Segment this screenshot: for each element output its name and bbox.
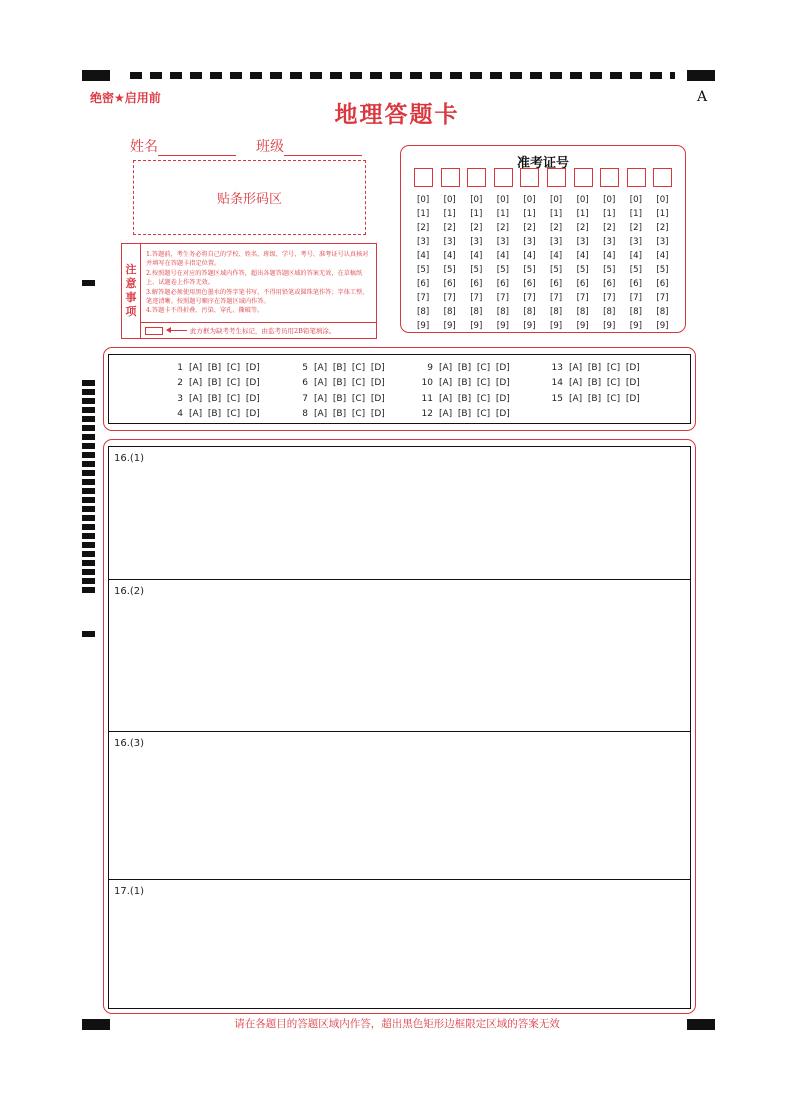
answer-areas — [108, 446, 691, 1009]
question-number: 9 — [427, 363, 433, 373]
choice-question[interactable] — [549, 392, 640, 407]
answer-area[interactable] — [109, 732, 690, 880]
digit-bubble[interactable]: [3] — [656, 237, 669, 247]
side-mark — [82, 515, 95, 521]
missing-exam-note: 此方框为缺考考生标记，由监考员用2B铅笔填涂。 — [190, 327, 336, 335]
notice-box — [121, 243, 377, 339]
top-timing-track — [130, 72, 675, 79]
side-mark — [82, 551, 95, 557]
exam-number-cell[interactable] — [467, 168, 486, 187]
exam-number-box — [400, 145, 686, 333]
missing-exam-checkbox[interactable] — [145, 327, 163, 335]
digit-bubble[interactable]: [7] — [549, 293, 563, 303]
digit-bubble[interactable]: [5] — [496, 265, 509, 275]
choice-options[interactable]: [A] [B] [C] [D] — [439, 393, 510, 404]
name-field[interactable] — [158, 142, 236, 156]
corner-mark-top-left — [82, 70, 110, 81]
digit-column — [520, 193, 547, 333]
digit-bubble[interactable]: [8] — [417, 307, 430, 317]
choice-column — [294, 361, 385, 422]
digit-bubble[interactable]: [8] — [443, 307, 456, 317]
choice-options[interactable]: [A] [B] [C] [D] — [439, 363, 510, 373]
barcode-label: 贴条形码区 — [216, 192, 282, 207]
choice-column — [169, 361, 260, 422]
digit-bubble[interactable]: [4] — [496, 251, 509, 261]
choice-options[interactable]: [A] [B] [C] [D] — [189, 363, 260, 373]
digit-bubble[interactable]: [3] — [523, 237, 536, 247]
digit-bubble[interactable]: [8] — [603, 307, 616, 317]
digit-bubble[interactable]: [8] — [470, 307, 483, 317]
exam-number-cell[interactable] — [494, 168, 513, 187]
digit-bubble[interactable]: [0] — [656, 195, 669, 205]
digit-bubble[interactable]: [8] — [656, 307, 669, 317]
question-number: 15 — [551, 393, 563, 404]
digit-bubble[interactable]: [2] — [549, 223, 563, 233]
question-number: 4 — [177, 408, 183, 419]
digit-bubble[interactable]: [3] — [470, 237, 483, 247]
digit-bubble[interactable]: [1] — [629, 209, 642, 219]
answer-area[interactable] — [109, 447, 690, 580]
digit-bubble[interactable]: [7] — [523, 293, 536, 303]
digit-bubble[interactable]: [9] — [549, 321, 563, 331]
digit-bubble[interactable]: [5] — [576, 265, 589, 275]
choice-question[interactable] — [169, 392, 260, 407]
digit-bubble[interactable]: [2] — [629, 223, 642, 233]
digit-bubble[interactable]: [8] — [549, 307, 563, 317]
answer-label: 17.(1) — [114, 886, 145, 897]
digit-bubble[interactable]: [5] — [656, 265, 669, 275]
notice-heading: 注 意 事 项 — [122, 244, 141, 338]
side-mark — [82, 506, 95, 512]
choice-options[interactable]: [A] [B] [C] [D] — [439, 408, 510, 419]
choice-question[interactable] — [294, 407, 385, 422]
digit-bubble[interactable]: [5] — [603, 265, 616, 275]
choice-question[interactable] — [294, 392, 385, 407]
notice-item: 2.按照题号在对应的答题区域内作答，超出各题答题区域的答案无效，在草稿纸上、试题卷上作答无效。 — [146, 269, 363, 287]
digit-bubble[interactable]: [4] — [576, 251, 589, 261]
digit-bubble[interactable]: [2] — [417, 223, 430, 233]
digit-bubble[interactable]: [7] — [443, 293, 456, 303]
digit-bubble[interactable]: [7] — [656, 293, 669, 303]
question-number: 7 — [302, 393, 308, 404]
digit-bubble[interactable]: [0] — [523, 195, 536, 205]
side-mark — [82, 452, 95, 458]
choice-options[interactable]: [A] [B] [C] [D] — [314, 378, 385, 389]
notice-item: 1.答题前，考生务必将自己的学校、姓名、班级、学号、考号、准考证号认真核对并填写在答题卡指定位置。 — [146, 251, 369, 268]
exam-number-cell[interactable] — [600, 168, 619, 187]
digit-bubble[interactable]: [1] — [523, 209, 536, 219]
digit-bubble[interactable]: [9] — [603, 321, 616, 331]
digit-bubble[interactable]: [5] — [417, 265, 430, 275]
digit-bubble[interactable]: [7] — [576, 293, 589, 303]
digit-bubble[interactable]: [2] — [523, 223, 536, 233]
digit-bubble[interactable]: [5] — [470, 265, 483, 275]
question-number: 13 — [551, 363, 563, 373]
choice-question[interactable] — [169, 361, 260, 376]
digit-bubble[interactable]: [1] — [656, 209, 669, 219]
class-field[interactable] — [284, 142, 362, 156]
digit-bubble[interactable]: [0] — [603, 195, 616, 205]
digit-bubble[interactable]: [8] — [496, 307, 509, 317]
barcode-area — [133, 160, 366, 235]
side-mark — [82, 587, 95, 593]
exam-number-cell[interactable] — [627, 168, 646, 187]
digit-bubble[interactable]: [2] — [470, 223, 483, 233]
digit-bubble[interactable]: [2] — [576, 223, 589, 233]
choice-question[interactable] — [169, 407, 260, 422]
digit-bubble[interactable]: [9] — [470, 321, 483, 331]
digit-bubble[interactable]: [9] — [576, 321, 589, 331]
secret-label: 绝密★启用前 — [90, 91, 161, 105]
exam-number-cell[interactable] — [547, 168, 566, 187]
digit-bubble[interactable]: [3] — [443, 237, 456, 247]
choice-column — [549, 361, 640, 407]
digit-bubble[interactable]: [7] — [417, 293, 430, 303]
side-mark — [82, 533, 95, 539]
side-mark — [82, 425, 95, 431]
side-mark — [82, 407, 95, 413]
side-mark — [82, 479, 95, 485]
digit-bubble[interactable]: [0] — [496, 195, 509, 205]
digit-bubble[interactable]: [0] — [470, 195, 483, 205]
side-mark — [82, 497, 95, 503]
digit-bubble[interactable]: [1] — [496, 209, 509, 219]
digit-bubble[interactable]: [1] — [549, 209, 563, 219]
corner-mark-top-right — [687, 70, 715, 81]
side-mark — [82, 461, 95, 467]
choice-column — [419, 361, 510, 422]
exam-number-bubbles — [414, 193, 680, 333]
exam-number-label: 准考证号 — [516, 156, 569, 171]
answer-label: 16.(2) — [114, 586, 145, 597]
digit-bubble[interactable]: [0] — [549, 195, 563, 205]
digit-column — [467, 193, 494, 333]
digit-column — [627, 193, 654, 333]
choice-options[interactable]: [A] [B] [C] [D] — [189, 408, 260, 419]
choice-question[interactable] — [549, 376, 640, 391]
digit-bubble[interactable]: [1] — [576, 209, 589, 219]
digit-bubble[interactable]: [6] — [496, 279, 509, 289]
exam-number-cells — [414, 168, 680, 187]
digit-bubble[interactable]: [3] — [496, 237, 509, 247]
page-title: 地理答题卡 — [334, 102, 460, 128]
digit-bubble[interactable]: [6] — [470, 279, 483, 289]
digit-column — [414, 193, 441, 333]
side-mark — [82, 631, 95, 637]
side-mark — [82, 524, 95, 530]
digit-bubble[interactable]: [0] — [443, 195, 456, 205]
choice-question[interactable] — [294, 361, 385, 376]
digit-bubble[interactable]: [7] — [496, 293, 509, 303]
question-number: 11 — [421, 393, 433, 404]
choice-question[interactable] — [419, 376, 510, 391]
choice-options[interactable]: [A] [B] [C] [D] — [314, 393, 385, 404]
digit-bubble[interactable]: [3] — [576, 237, 589, 247]
name-label: 姓名 — [130, 139, 158, 155]
choice-options[interactable]: [A] [B] [C] [D] — [569, 393, 640, 404]
answer-section — [103, 439, 696, 1014]
digit-bubble[interactable]: [4] — [656, 251, 669, 261]
exam-number-cell[interactable] — [574, 168, 593, 187]
side-mark — [82, 542, 95, 548]
question-number: 10 — [421, 378, 433, 389]
digit-bubble[interactable]: [4] — [443, 251, 456, 261]
notice-text — [141, 244, 376, 322]
class-label: 班级 — [256, 139, 284, 155]
side-mark — [82, 578, 95, 584]
version-label: A — [697, 89, 708, 105]
digit-bubble[interactable]: [5] — [549, 265, 563, 275]
digit-column — [441, 193, 468, 333]
digit-bubble[interactable]: [6] — [417, 279, 430, 289]
digit-bubble[interactable]: [2] — [603, 223, 616, 233]
question-number: 2 — [177, 378, 183, 389]
digit-bubble[interactable]: [7] — [629, 293, 642, 303]
digit-bubble[interactable]: [2] — [496, 223, 509, 233]
digit-bubble[interactable]: [9] — [523, 321, 536, 331]
digit-bubble[interactable]: [9] — [443, 321, 456, 331]
digit-bubble[interactable]: [2] — [443, 223, 456, 233]
answer-label: 16.(1) — [114, 453, 145, 464]
digit-bubble[interactable]: [4] — [470, 251, 483, 261]
question-number: 5 — [302, 363, 308, 373]
digit-bubble[interactable]: [4] — [417, 251, 430, 261]
question-number: 1 — [177, 363, 183, 373]
exam-number-cell[interactable] — [653, 168, 672, 187]
digit-bubble[interactable]: [2] — [656, 223, 669, 233]
digit-bubble[interactable]: [8] — [629, 307, 642, 317]
multiple-choice-section — [103, 347, 696, 431]
digit-bubble[interactable]: [7] — [470, 293, 483, 303]
digit-bubble[interactable]: [6] — [443, 279, 456, 289]
question-number: 12 — [421, 408, 433, 419]
digit-bubble[interactable]: [9] — [629, 321, 642, 331]
digit-bubble[interactable]: [1] — [417, 209, 430, 219]
choice-options[interactable]: [A] [B] [C] [D] — [189, 393, 260, 404]
multiple-choice-grid — [108, 354, 691, 424]
digit-bubble[interactable]: [8] — [523, 307, 536, 317]
digit-bubble[interactable]: [6] — [629, 279, 642, 289]
notice-item: 3.解答题必须使用黑色墨水的签字笔书写，不得用铅笔或圆珠笔作答；字体工整、笔迹清晰。按照题号顺序在答题区域内作答。 — [146, 288, 369, 306]
digit-column — [494, 193, 521, 333]
digit-bubble[interactable]: [9] — [417, 321, 430, 331]
digit-bubble[interactable]: [0] — [417, 195, 430, 205]
side-mark — [82, 380, 95, 386]
digit-bubble[interactable]: [6] — [656, 279, 669, 289]
side-mark — [82, 443, 95, 449]
side-mark — [82, 280, 95, 286]
digit-bubble[interactable]: [5] — [629, 265, 642, 275]
digit-bubble[interactable]: [4] — [629, 251, 642, 261]
digit-bubble[interactable]: [4] — [603, 251, 616, 261]
digit-bubble[interactable]: [1] — [470, 209, 483, 219]
question-number: 3 — [177, 393, 183, 404]
choice-question[interactable] — [419, 392, 510, 407]
side-mark — [82, 569, 95, 575]
digit-bubble[interactable]: [6] — [523, 279, 536, 289]
digit-bubble[interactable]: [9] — [496, 321, 509, 331]
digit-bubble[interactable]: [3] — [549, 237, 563, 247]
digit-bubble[interactable]: [1] — [603, 209, 616, 219]
side-mark — [82, 488, 95, 494]
digit-bubble[interactable]: [4] — [523, 251, 536, 261]
side-timing-track — [82, 380, 95, 596]
digit-bubble[interactable]: [3] — [629, 237, 642, 247]
digit-bubble[interactable]: [0] — [576, 195, 589, 205]
digit-column — [547, 193, 574, 333]
choice-question[interactable] — [169, 376, 260, 391]
choice-question[interactable] — [419, 407, 510, 422]
digit-bubble[interactable]: [7] — [603, 293, 616, 303]
digit-bubble[interactable]: [8] — [576, 307, 589, 317]
digit-bubble[interactable]: [0] — [629, 195, 642, 205]
choice-question[interactable] — [549, 361, 640, 376]
choice-options[interactable]: [A] [B] [C] [D] — [439, 378, 510, 389]
notice-item: 4.答题卡不得折叠、污染、穿孔、撕破等。 — [146, 307, 264, 315]
side-mark — [82, 470, 95, 476]
question-number: 8 — [302, 408, 308, 419]
choice-options[interactable]: [A] [B] [C] [D] — [569, 363, 640, 373]
digit-bubble[interactable]: [3] — [417, 237, 430, 247]
digit-bubble[interactable]: [6] — [603, 279, 616, 289]
answer-area[interactable] — [109, 880, 690, 1007]
digit-column — [653, 193, 680, 333]
digit-bubble[interactable]: [3] — [603, 237, 616, 247]
answer-label: 16.(3) — [114, 738, 145, 749]
question-number: 14 — [551, 378, 563, 389]
choice-options[interactable]: [A] [B] [C] [D] — [189, 378, 260, 389]
choice-question[interactable] — [294, 376, 385, 391]
choice-options[interactable]: [A] [B] [C] [D] — [314, 408, 385, 419]
digit-bubble[interactable]: [6] — [549, 279, 563, 289]
exam-number-cell[interactable] — [441, 168, 460, 187]
digit-bubble[interactable]: [9] — [656, 321, 669, 331]
answer-area[interactable] — [109, 580, 690, 732]
footer-warning: 请在各题目的答题区域内作答，超出黑色矩形边框限定区域的答案无效 — [234, 1018, 560, 1030]
choice-options[interactable]: [A] [B] [C] [D] — [314, 363, 385, 373]
missing-exam-row — [141, 322, 376, 338]
digit-column — [574, 193, 601, 333]
name-class-row — [130, 136, 382, 156]
side-mark — [82, 389, 95, 395]
exam-number-cell[interactable] — [520, 168, 539, 187]
arrow-left-icon — [167, 330, 187, 331]
side-mark — [82, 398, 95, 404]
choice-options[interactable]: [A] [B] [C] [D] — [569, 378, 640, 389]
side-mark — [82, 416, 95, 422]
digit-bubble[interactable]: [1] — [443, 209, 456, 219]
choice-question[interactable] — [419, 361, 510, 376]
exam-number-cell[interactable] — [414, 168, 433, 187]
side-mark — [82, 434, 95, 440]
digit-bubble[interactable]: [5] — [523, 265, 536, 275]
digit-bubble[interactable]: [4] — [549, 251, 563, 261]
question-number: 6 — [302, 378, 308, 389]
side-mark — [82, 560, 95, 566]
digit-column — [600, 193, 627, 333]
digit-bubble[interactable]: [5] — [443, 265, 456, 275]
digit-bubble[interactable]: [6] — [576, 279, 589, 289]
